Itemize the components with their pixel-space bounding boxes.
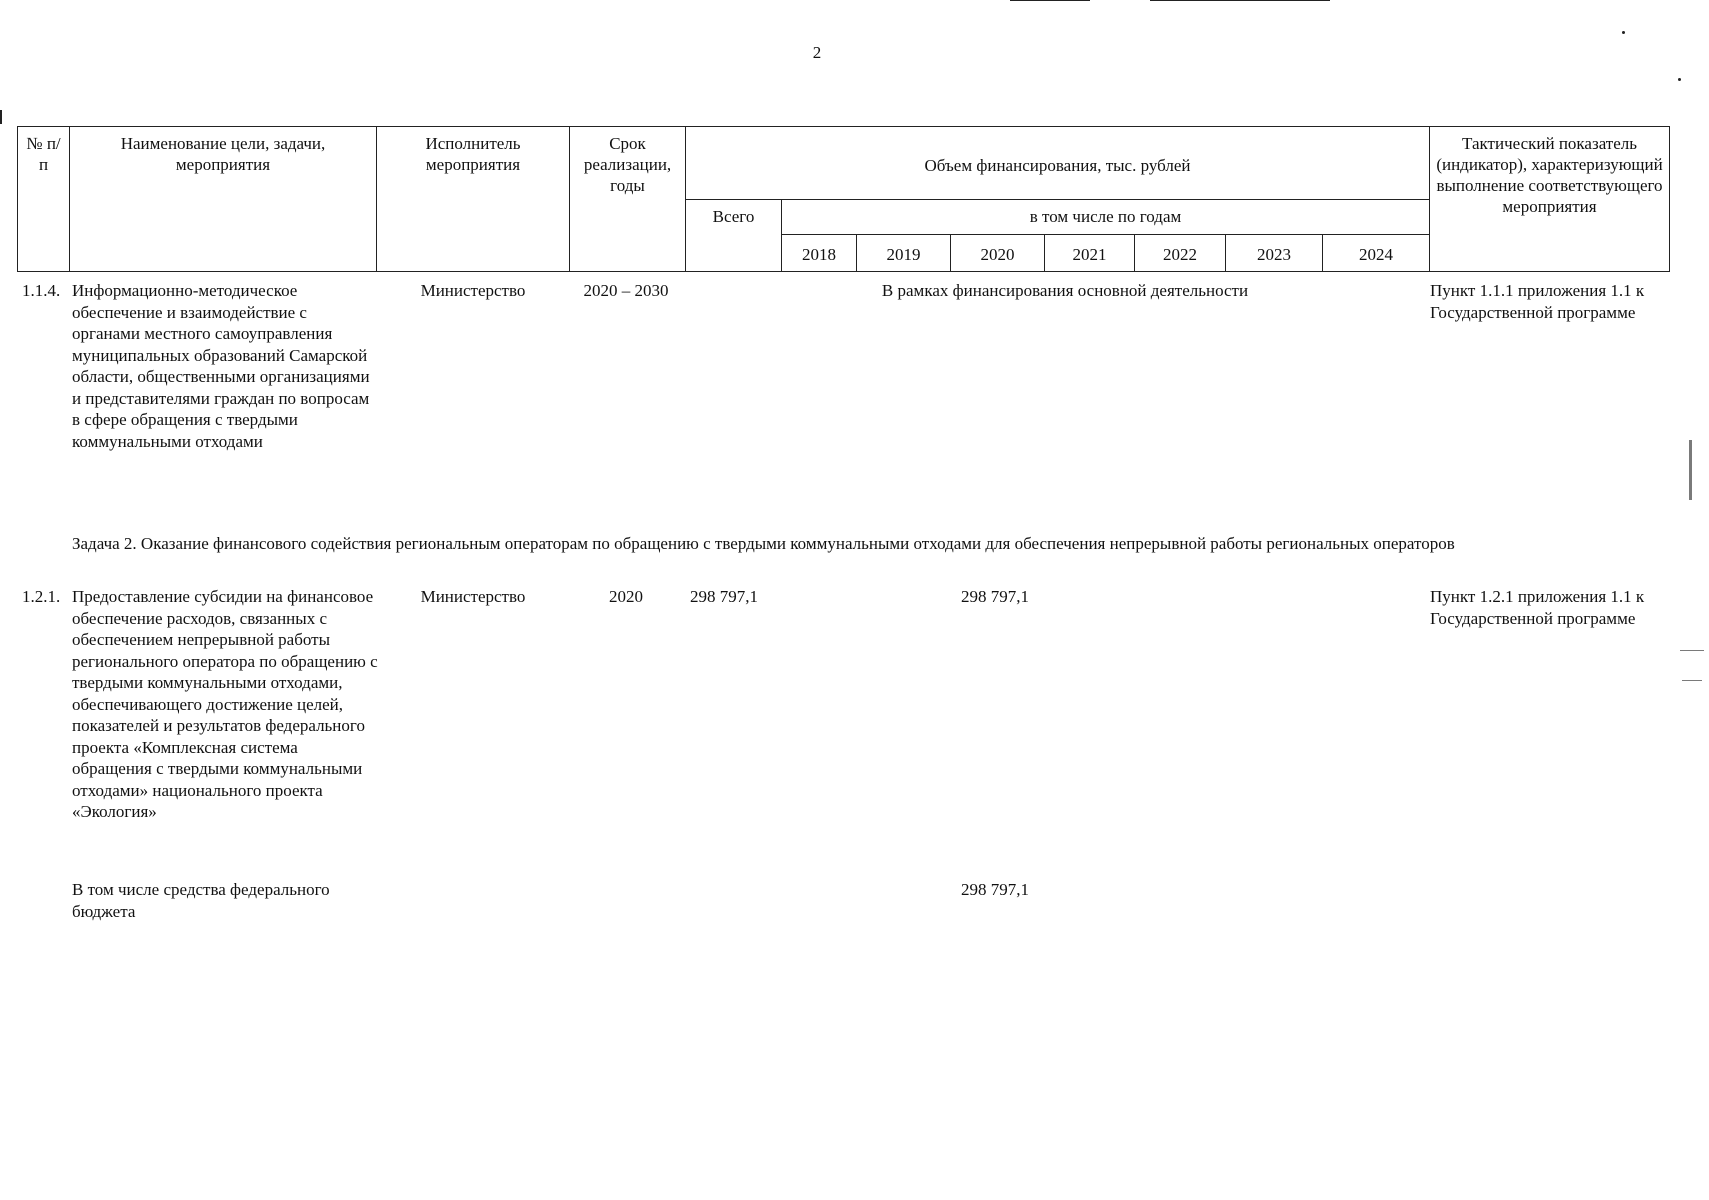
header-year-2022: 2022: [1135, 235, 1226, 272]
header-name: Наименование цели, задачи, мероприятия: [70, 127, 377, 272]
header-year-2020: 2020: [951, 235, 1045, 272]
page-number: 2: [812, 43, 822, 62]
task-heading: Задача 2. Оказание финансового содействия региональным операторам по обращению с твердыми коммунальными отходами для обеспечения непрерывной работы региональных операторов: [72, 534, 1455, 553]
header-period: Срок реализации, годы: [570, 127, 686, 272]
indicator: Пункт 1.1.1 приложения 1.1 к Государственной программе: [1430, 281, 1645, 322]
header-year-2024: 2024: [1323, 235, 1430, 272]
header-num: № п/п: [18, 127, 70, 272]
amount-2020: 298 797,1: [961, 880, 1029, 899]
scan-mark: [1150, 0, 1330, 1]
header-year-2019: 2019: [857, 235, 951, 272]
activity-name: В том числе средства федерального бюджета: [72, 880, 330, 921]
table-row-federal: [0, 879, 1709, 929]
header-year-2023: 2023: [1226, 235, 1323, 272]
funding-note: В рамках финансирования основной деятельности: [881, 281, 1249, 300]
table-row-1-2-1: [0, 586, 1709, 866]
row-number: 1.1.4.: [22, 281, 61, 300]
header-year-2018: 2018: [782, 235, 857, 272]
amount-2020: 298 797,1: [961, 587, 1029, 606]
indicator: Пункт 1.2.1 приложения 1.1 к Государственной программе: [1430, 587, 1645, 628]
header-indicator: Тактический показатель (индикатор), характеризующий выполнение соответствующего мероприятия: [1430, 127, 1670, 272]
scan-mark: [1010, 0, 1090, 1]
total-amount: 298 797,1: [690, 587, 758, 606]
header-total: Всего: [686, 200, 782, 272]
row-number: 1.2.1.: [22, 587, 61, 606]
activity-name: Информационно-методическое обеспечение и взаимодействие с органами местного самоуправления муниципальных образований Самарской области, общественными организациями и представителями граждан по вопросам в сфере обращения с твердыми коммунальными отходами: [72, 281, 370, 451]
period: 2020: [609, 587, 643, 606]
scan-mark: [1678, 78, 1681, 81]
period: 2020 – 2030: [583, 281, 669, 300]
header-executor: Исполнитель мероприятия: [377, 127, 570, 272]
scan-mark: [1622, 31, 1625, 34]
scan-mark: [0, 110, 2, 124]
activity-name: Предоставление субсидии на финансовое обеспечение расходов, связанных с обеспечением непрерывной работы регионального оператора по обращению с твердыми коммунальными отходами, обеспечивающего достижение целей, показателей и результатов федерального проекта «Комплексная система обращения с твердыми коммунальными отходами» национального проекта «Экология»: [72, 587, 378, 821]
header-funding: Объем финансирования, тыс. рублей: [686, 127, 1430, 200]
header-by-years: в том числе по годам: [782, 200, 1430, 235]
table-header: [17, 126, 1670, 272]
executor: Министерство: [420, 281, 526, 300]
table-row-1-1-4: [0, 280, 1709, 480]
executor: Министерство: [420, 587, 526, 606]
header-year-2021: 2021: [1045, 235, 1135, 272]
